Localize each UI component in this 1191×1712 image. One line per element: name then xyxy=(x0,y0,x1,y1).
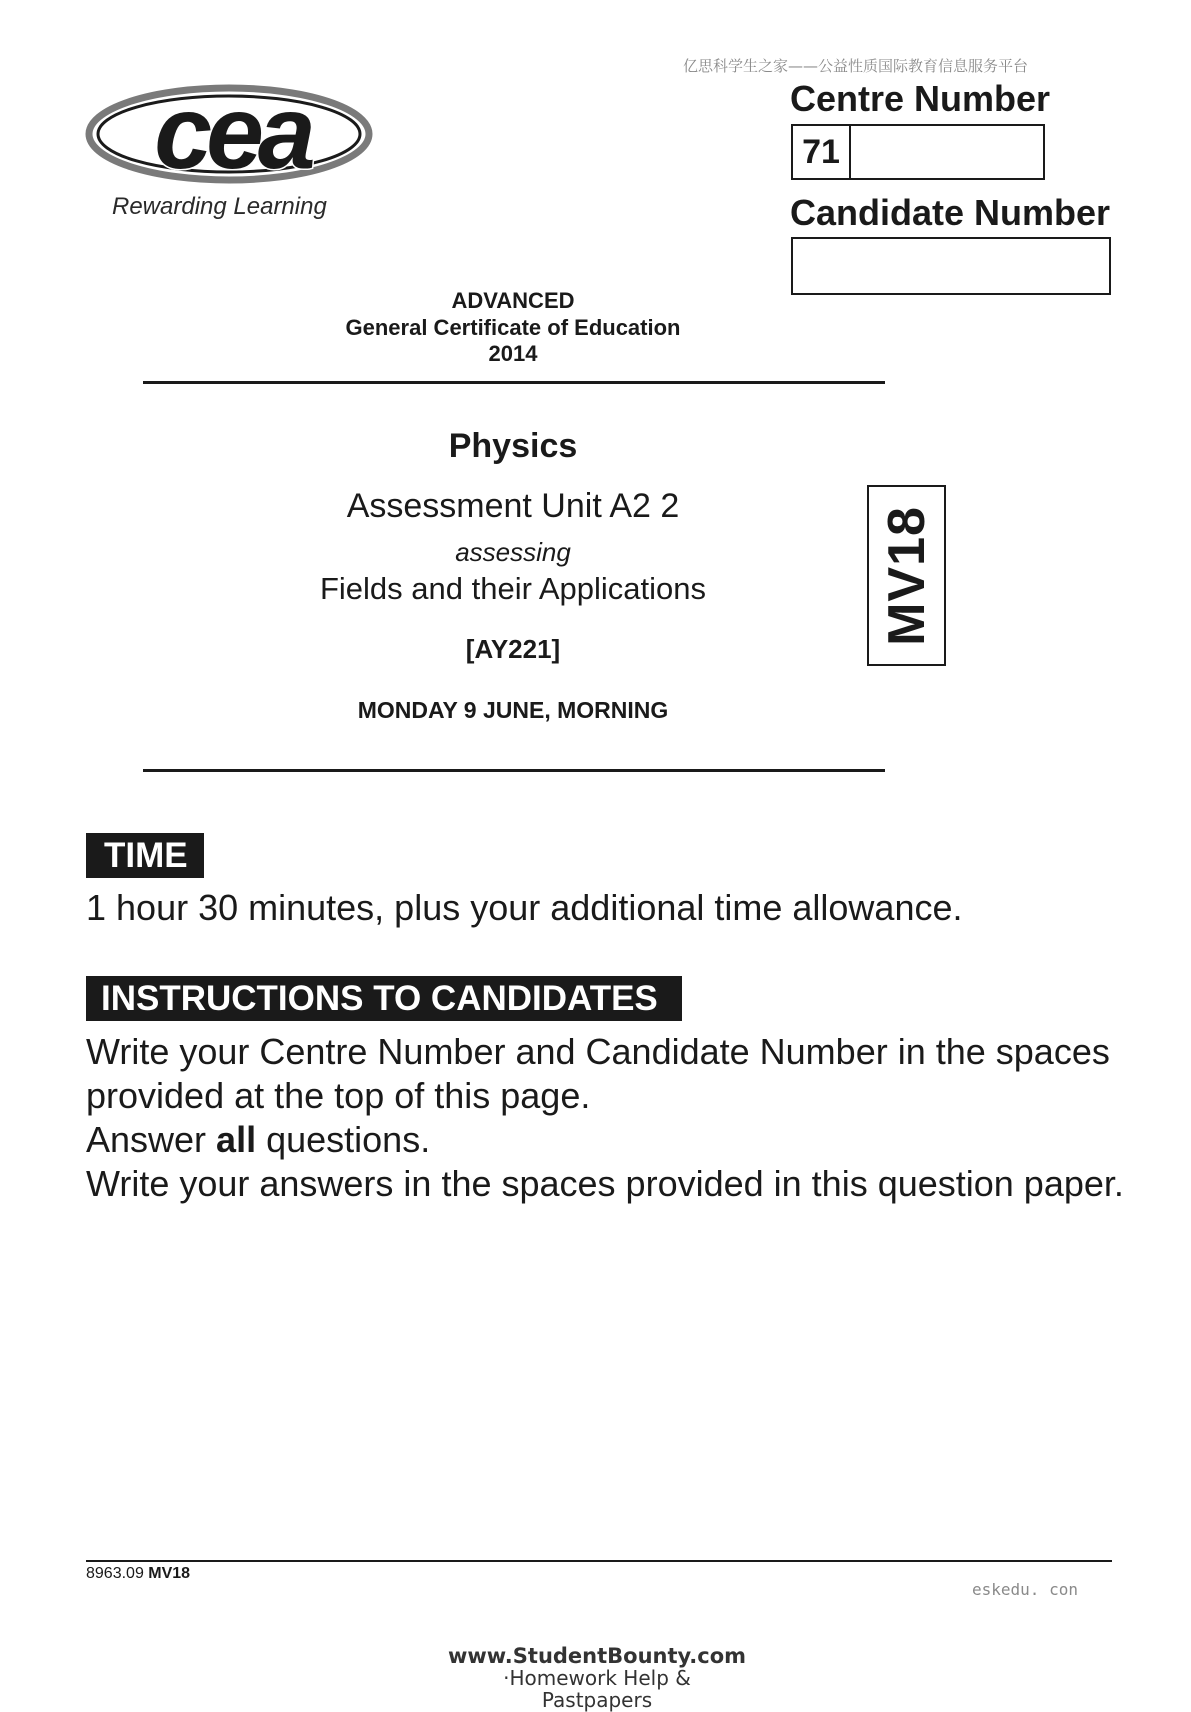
exam-date: MONDAY 9 JUNE, MORNING xyxy=(357,697,669,723)
instruction-line-2 xyxy=(86,1118,1126,1162)
logo-tagline: Rewarding Learning xyxy=(112,193,327,220)
centre-number-prefix: 71 xyxy=(793,126,851,178)
instructions-body xyxy=(86,1030,1126,1206)
stamp-tagline: ·Homework Help & Pastpapers xyxy=(503,1666,691,1712)
assessment-unit: Assessment Unit A2 2 xyxy=(346,487,680,525)
unit-topic: Fields and their Applications xyxy=(319,571,706,606)
footer-code-bold: MV18 xyxy=(148,1565,191,1582)
instruction-line-2-bold: all xyxy=(216,1119,257,1160)
instruction-line-3: Write your answers in the spaces provided in this question paper. xyxy=(86,1163,1124,1204)
instructions-heading: INSTRUCTIONS TO CANDIDATES xyxy=(86,976,682,1021)
time-heading: TIME xyxy=(86,833,204,878)
footer-divider xyxy=(86,1560,1112,1562)
qualification-heading: General Certificate of Education xyxy=(345,315,681,340)
centre-number-label: Centre Number xyxy=(790,78,1051,119)
paper-code: [AY221] xyxy=(465,634,561,664)
centre-number-field[interactable] xyxy=(791,124,1045,180)
side-code-text: MV18 xyxy=(877,505,936,646)
candidate-number-label: Candidate Number xyxy=(790,192,1111,233)
stamp-url: www.StudentBounty.com xyxy=(447,1644,747,1668)
side-code-box xyxy=(867,485,946,666)
studentbounty-stamp[interactable] xyxy=(447,1645,747,1711)
instruction-line-1: Write your Centre Number and Candidate Number in the spaces provided at the top of this page. xyxy=(86,1031,1110,1116)
instruction-line-2-post: questions. xyxy=(256,1119,431,1160)
header-divider xyxy=(143,381,885,384)
instruction-line-2-pre: Answer xyxy=(86,1119,217,1160)
footer-paper-code xyxy=(86,1565,190,1583)
cea-wordmark: cea xyxy=(154,82,310,191)
time-allowance-text: 1 hour 30 minutes, plus your additional time allowance. xyxy=(86,887,963,928)
footer-number: 8963.09 xyxy=(86,1565,149,1582)
watermark-top-text: 亿思科学生之家——公益性质国际教育信息服务平台 xyxy=(683,57,1029,75)
cea-logo xyxy=(84,82,374,192)
assessing-label: assessing xyxy=(455,537,571,567)
title-divider xyxy=(143,769,885,772)
eskedu-watermark: eskedu. con xyxy=(972,1580,1078,1599)
year-heading: 2014 xyxy=(488,341,538,366)
subject-title: Physics xyxy=(448,427,578,465)
level-heading: ADVANCED xyxy=(451,288,575,313)
